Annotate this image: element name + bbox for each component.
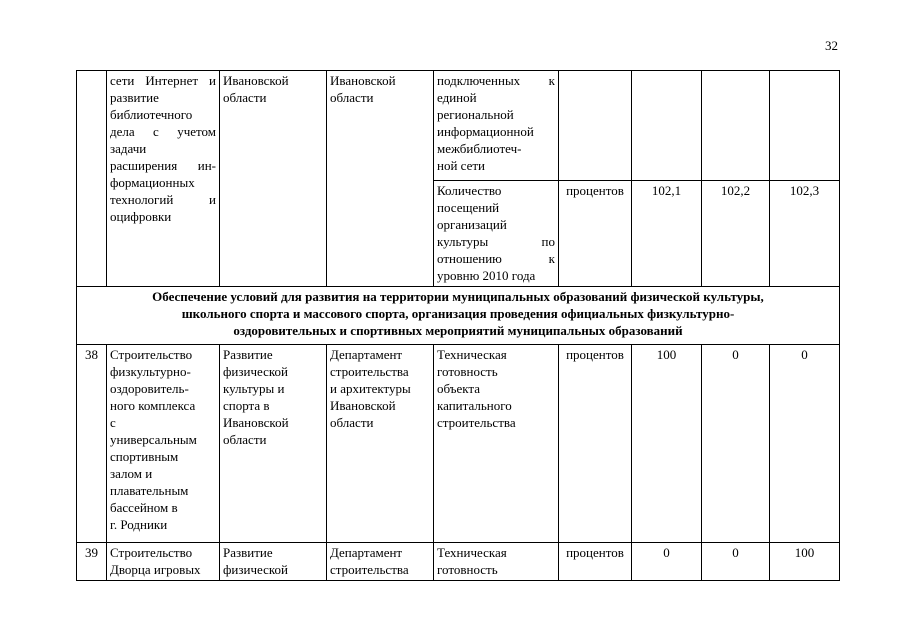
value-cell-2: 0: [702, 543, 770, 581]
event-cell: сети Интернет и развитие библиотечного дела с учетом задачи расширения ин- формационных технологий и оцифровки: [107, 71, 220, 287]
value-cell-2: 102,2: [702, 181, 770, 287]
value-cell-1: 100: [632, 345, 702, 543]
page-number: 32: [825, 38, 838, 53]
event-cell: Строительство Дворца игровых: [107, 543, 220, 581]
unit-cell: процентов: [559, 345, 632, 543]
value-cell-3: [770, 71, 840, 181]
value-cell-3: 100: [770, 543, 840, 581]
executor-cell: Департамент строительства: [327, 543, 434, 581]
section-heading-row: [77, 287, 840, 345]
row-number-cell: [77, 71, 107, 287]
program-table: [76, 70, 840, 581]
table-row: [77, 71, 840, 181]
value-cell-1: 0: [632, 543, 702, 581]
unit-cell: [559, 71, 632, 181]
indicator-cell: Техническая готовность объекта капитального строительства: [434, 345, 559, 543]
value-cell-2: 0: [702, 345, 770, 543]
unit-cell: процентов: [559, 181, 632, 287]
row-number-cell: 39: [77, 543, 107, 581]
executor-cell: Департамент строительства и архитектуры Ивановской области: [327, 345, 434, 543]
program-direction-cell: Развитие физической: [220, 543, 327, 581]
value-cell-3: 102,3: [770, 181, 840, 287]
table-row: [77, 345, 840, 543]
table-row: [77, 543, 840, 581]
row-number-cell: 38: [77, 345, 107, 543]
value-cell-1: 102,1: [632, 181, 702, 287]
indicator-cell: Количество посещений организаций культуры по отношению к уровню 2010 года: [434, 181, 559, 287]
indicator-cell: Техническая готовность: [434, 543, 559, 581]
unit-cell: процентов: [559, 543, 632, 581]
value-cell-3: 0: [770, 345, 840, 543]
value-cell-1: [632, 71, 702, 181]
event-cell: Строительство физкультурно- оздоровитель- ного комплекса с универсальным спортивным залом и плавательным бассейном в г. Родники: [107, 345, 220, 543]
indicator-cell: подключенных к единой региональной информационной межбиблиотеч- ной сети: [434, 71, 559, 181]
program-direction-cell: Развитие физической культуры и спорта в Ивановской области: [220, 345, 327, 543]
value-cell-2: [702, 71, 770, 181]
program-direction-cell: Ивановской области: [220, 71, 327, 287]
executor-cell: Ивановской области: [327, 71, 434, 287]
section-heading: Обеспечение условий для развития на территории муниципальных образований физической культуры, школьного спорта и массового спорта, организация проведения официальных физкультурно- оздоровительных и спортивных мероприятий муниципальных образований: [77, 287, 840, 345]
